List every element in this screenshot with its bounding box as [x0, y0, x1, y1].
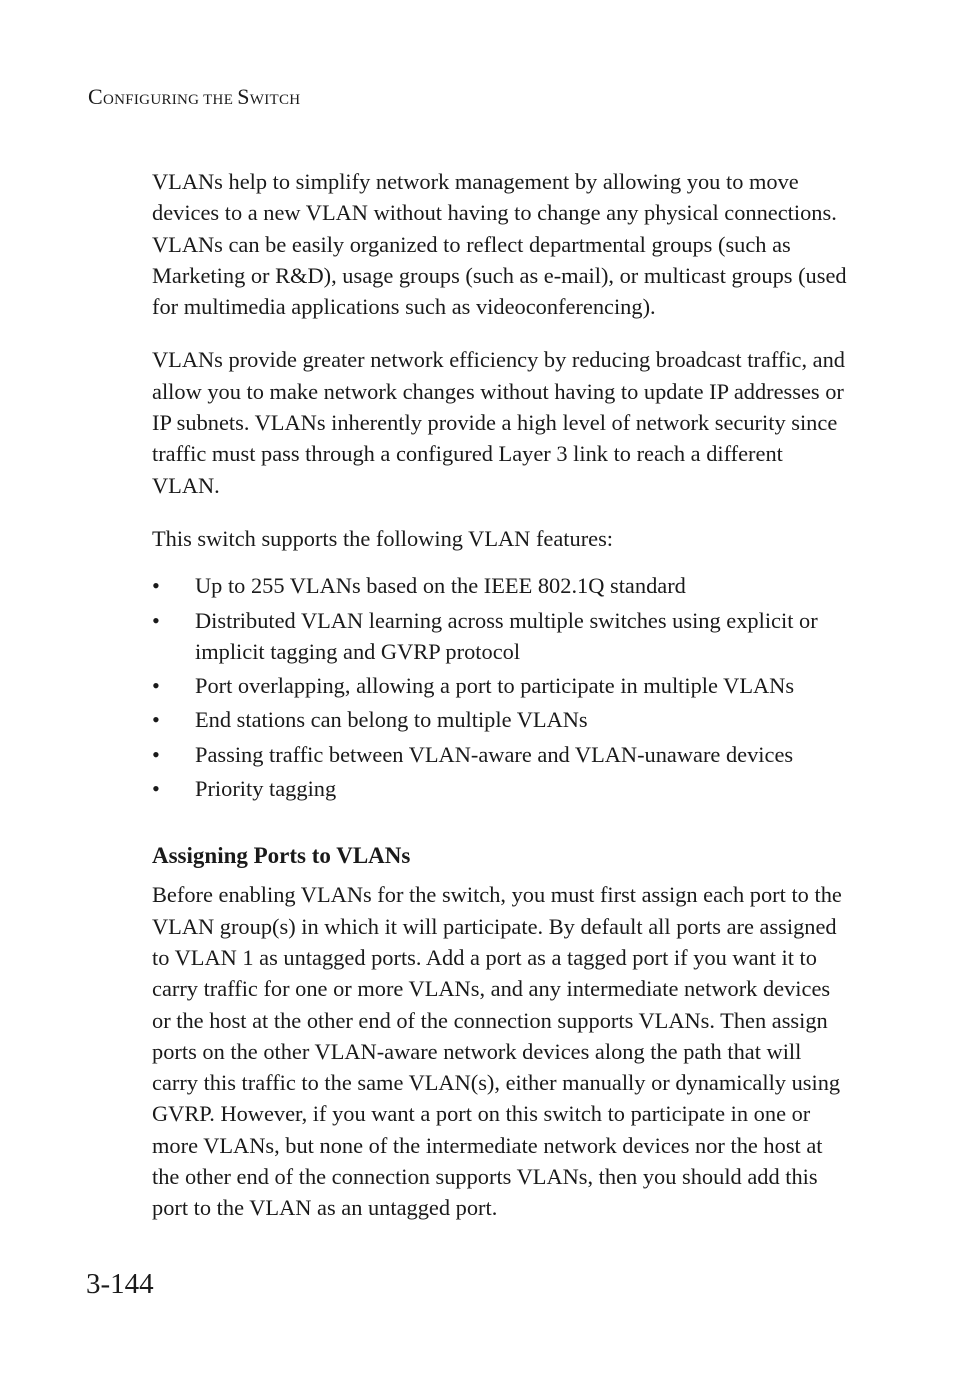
running-header-text-1: ONFIGURING THE	[102, 92, 238, 108]
bullet-icon: •	[152, 707, 160, 733]
list-item-text: Distributed VLAN learning across multiple switches using explicit or implicit tagging and GVRP protocol	[195, 607, 818, 664]
list-item	[152, 605, 852, 668]
list-item-text: Port overlapping, allowing a port to participate in multiple VLANs	[195, 673, 795, 699]
section-paragraph: Before enabling VLANs for the switch, you must first assign each port to the VLAN group(s) in which it will participate. By default all ports are assigned to VLAN 1 as untagged ports. Add a port as a tagged port if you want it to carry traffic for one or more VLANs, and any intermediate network devices or the host at the other end of the connection supports VLANs. Then assign ports on the other VLAN-aware network devices along the path that will carry this traffic to the same VLAN(s), either manually or dynamically using GVRP. However, if you want a port on this switch to participate in one or more VLANs, but none of the intermediate network devices nor the host at the other end of the connection supports VLANs, then you should add this port to the VLAN as an untagged port.	[152, 882, 842, 1221]
bullet-icon: •	[152, 741, 160, 767]
running-header-text-2: WITCH	[249, 92, 301, 108]
paragraph-features-intro: This switch supports the following VLAN features:	[152, 525, 614, 551]
page-body	[152, 166, 852, 1246]
paragraph-vlan-efficiency: VLANs provide greater network efficiency by reducing broadcast traffic, and allow you to make network changes without having to update IP addresses or IP subnets. VLANs inherently provide a high level of network security since traffic must pass through a configured Layer 3 link to reach a different VLAN.	[152, 347, 846, 498]
list-item-text: Up to 255 VLANs based on the IEEE 802.1Q standard	[195, 573, 686, 599]
page-number: 3-144	[86, 1268, 154, 1300]
list-item-text: End stations can belong to multiple VLANs	[195, 707, 588, 733]
bullet-icon: •	[152, 776, 160, 802]
bullet-icon: •	[152, 607, 160, 633]
running-header	[88, 84, 300, 110]
bullet-icon: •	[152, 673, 160, 699]
feature-list	[152, 570, 852, 804]
list-item	[152, 704, 852, 735]
running-header-initial-1: C	[88, 84, 103, 109]
bullet-icon: •	[152, 573, 160, 599]
section-heading: Assigning Ports to VLANs	[152, 843, 411, 869]
paragraph-vlan-simplify: VLANs help to simplify network management by allowing you to move devices to a new VLAN without having to change any physical connections. VLANs can be easily organized to reflect departmental groups (such as Marketing or R&D), usage groups (such as e-mail), or multicast groups (used for multimedia applications such as videoconferencing).	[152, 169, 847, 320]
list-item	[152, 670, 852, 701]
list-item	[152, 773, 852, 804]
list-item-text: Priority tagging	[195, 776, 337, 802]
list-item-text: Passing traffic between VLAN-aware and VLAN-unaware devices	[195, 741, 794, 767]
list-item	[152, 739, 852, 770]
list-item	[152, 570, 852, 601]
running-header-initial-2: S	[237, 84, 250, 109]
